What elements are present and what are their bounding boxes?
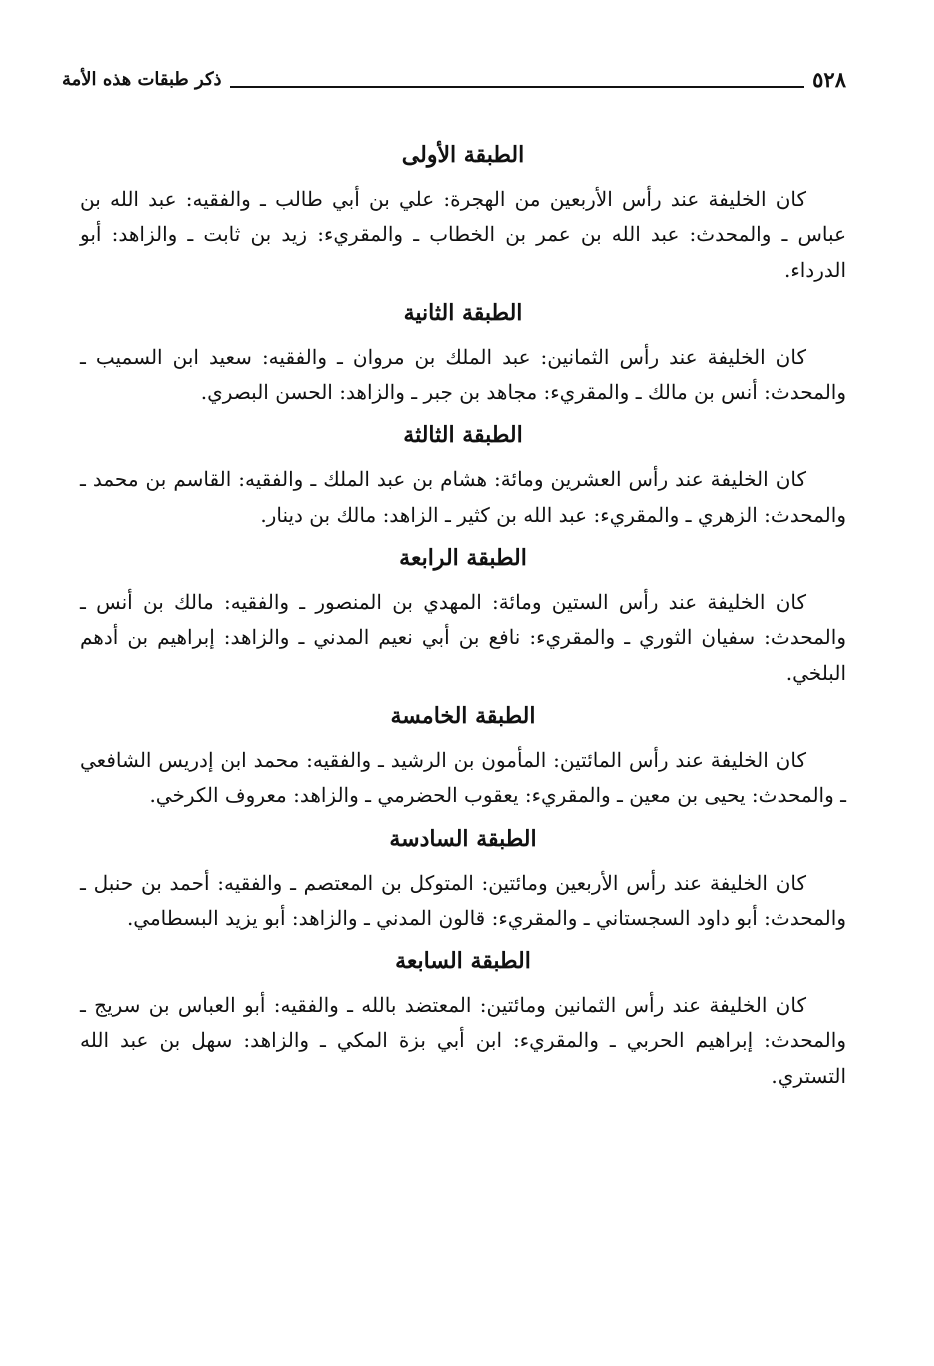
section-paragraph: كان الخليفة عند رأس الستين ومائة: المهدي بن المنصور ـ والفقيه: مالك بن أنس ـ والمحدث: سفيان الثوري ـ والمقريء: نافع بن أبي نعيم المدني ـ والزاهد: إبراهيم بن أدهم البلخي. (80, 590, 846, 685)
section-paragraph: كان الخليفة عند رأس العشرين ومائة: هشام بن عبد الملك ـ والفقيه: القاسم بن محمد ـ والمحدث: الزهري ـ والمقريء: عبد الله بن كثير ـ الزاهد: مالك بن دينار. (80, 467, 846, 527)
running-header (62, 60, 846, 94)
section-paragraph: كان الخليفة عند رأس الأربعين ومائتين: المتوكل بن المعتصم ـ والفقيه: أحمد بن حنبل ـ والمحدث: أبو داود السجستاني ـ والمقريء: قالون المدني ـ والزاهد: أبو يزيد البسطامي. (80, 870, 846, 930)
section-3 (80, 410, 846, 533)
section-heading: الطبقة الخامسة (390, 702, 536, 729)
running-title: ذكر طبقات هذه الأمة (62, 69, 222, 90)
section-4 (80, 533, 846, 691)
section-2 (80, 288, 846, 411)
section-paragraph: كان الخليفة عند رأس الثمانين: عبد الملك بن مروان ـ والفقيه: سعيد ابن السميب ـ والمحدث: أنس بن مالك ـ والمقريء: مجاهد بن جبر ـ والزاهد: الحسن البصري. (80, 344, 846, 405)
section-heading: الطبقة السادسة (389, 825, 537, 852)
section-paragraph: كان الخليفة عند رأس الثمانين ومائتين: المعتضد بالله ـ والفقيه: أبو العباس بن سريج ـ والمحدث: إبراهيم الحربي ـ والمقريء: ابن أبي بزة المكي ـ والزاهد: سهل بن عبد الله التستري. (80, 993, 846, 1088)
section-heading: الطبقة الأولى (401, 142, 525, 168)
header-rule (230, 86, 805, 88)
section-paragraph: كان الخليفة عند رأس المائتين: المأمون بن الرشيد ـ والفقيه: محمد ابن إدريس الشافعي ـ والمحدث: يحيى بن معين ـ والمقريء: يعقوب الحضرمي ـ والزاهد: معروف الكرخي. (80, 747, 846, 808)
section-paragraph: كان الخليفة عند رأس الأربعين من الهجرة: علي بن أبي طالب ـ والفقيه: عبد الله بن عباس ـ والمحدث: عبد الله بن عمر بن الخطاب ـ والمقريء: زيد بن ثابت ـ والزاهد: أبو الدرداء. (80, 187, 846, 282)
section-heading: الطبقة الثالثة (403, 422, 523, 449)
section-5 (80, 691, 846, 814)
section-heading: الطبقة السابعة (395, 948, 531, 975)
page-body (80, 130, 846, 1094)
section-heading: الطبقة الرابعة (399, 545, 527, 572)
section-heading: الطبقة الثانية (403, 299, 523, 326)
section-7 (80, 936, 846, 1094)
section-1 (80, 130, 846, 288)
section-6 (80, 814, 846, 937)
page-number: ٥٢٨ (812, 67, 846, 92)
